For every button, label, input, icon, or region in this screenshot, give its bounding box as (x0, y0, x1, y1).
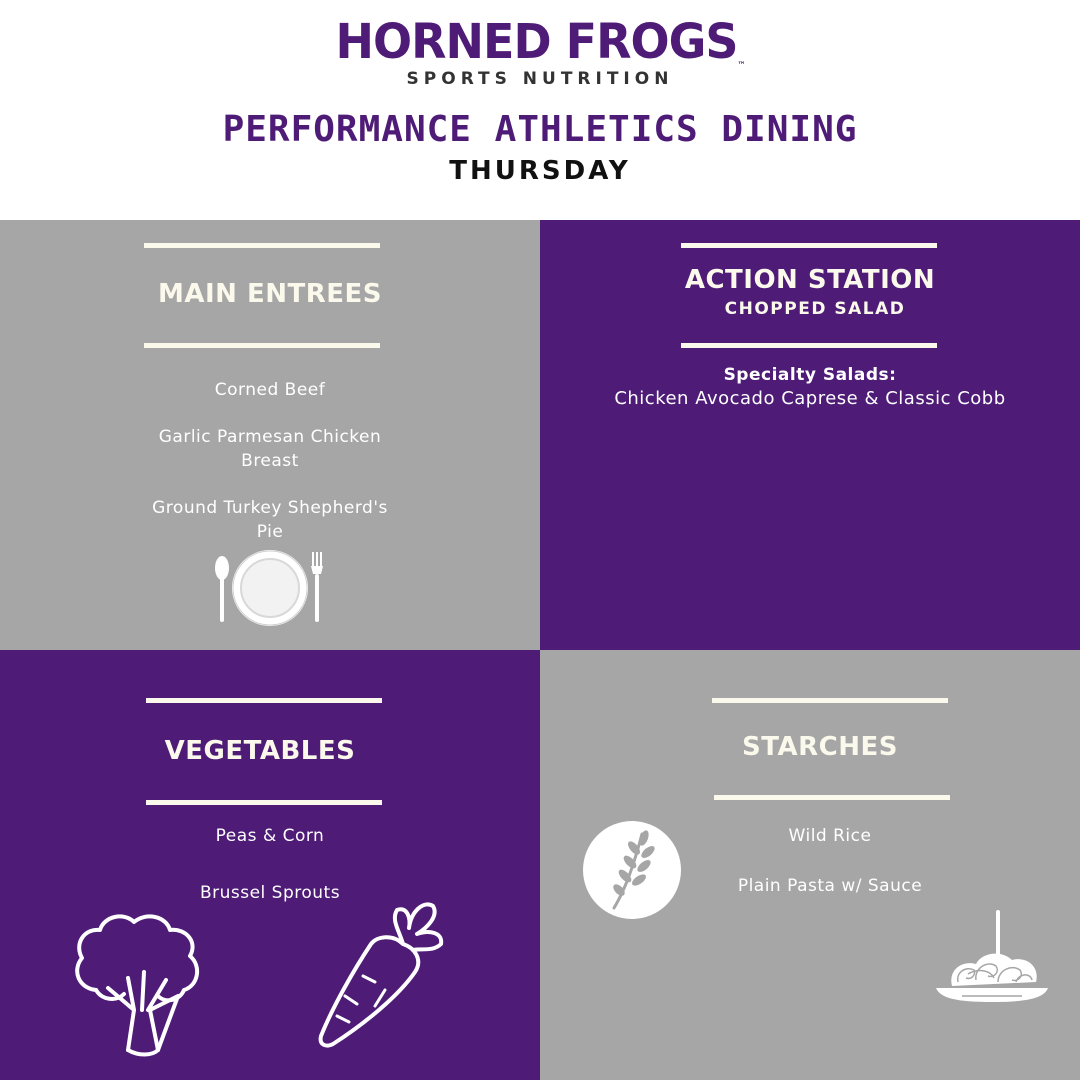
main-entree-item: Corned Beef (214, 380, 326, 400)
starches-bottom-rule (714, 795, 950, 800)
main-entrees-heading: MAIN ENTREES (157, 279, 382, 309)
brand-logo-text (0, 13, 1080, 70)
brand-subtitle: SPORTS NUTRITION (406, 69, 674, 89)
action-station-subheading: CHOPPED SALAD (724, 299, 906, 319)
plate-utensils-icon (210, 550, 330, 628)
specialty-salads-label: Specialty Salads: (723, 365, 897, 385)
starch-item: Plain Pasta w/ Sauce (737, 876, 923, 896)
action-station-heading: ACTION STATION (684, 265, 936, 295)
wheat-icon (582, 820, 682, 920)
starch-item: Wild Rice (788, 826, 872, 846)
vegetables-heading: VEGETABLES (164, 736, 356, 766)
vegetables-bottom-rule (146, 800, 382, 805)
carrot-icon (315, 886, 455, 1056)
specialty-salads-detail: Chicken Avocado Caprese & Classic Cobb (614, 388, 1006, 409)
vegetable-item: Peas & Corn (215, 826, 325, 846)
day-label: THURSDAY (449, 156, 631, 186)
broccoli-icon (68, 910, 218, 1060)
main-entrees-top-rule (144, 243, 380, 248)
main-entree-item: Ground Turkey Shepherd's Pie (152, 498, 388, 542)
starches-top-rule (712, 698, 948, 703)
starches-heading: STARCHES (742, 732, 898, 762)
vegetables-top-rule (146, 698, 382, 703)
page-title: PERFORMANCE ATHLETICS DINING (222, 109, 858, 150)
pasta-icon (932, 908, 1052, 1004)
trademark-mark: ™ (737, 59, 745, 70)
brand-name: HORNED FROGS (335, 12, 738, 70)
action-station-top-rule (681, 243, 937, 248)
vegetable-item: Brussel Sprouts (199, 883, 341, 903)
main-entrees-bottom-rule (144, 343, 380, 348)
main-entree-item: Garlic Parmesan Chicken Breast (158, 427, 382, 471)
action-station-bottom-rule (681, 343, 937, 348)
